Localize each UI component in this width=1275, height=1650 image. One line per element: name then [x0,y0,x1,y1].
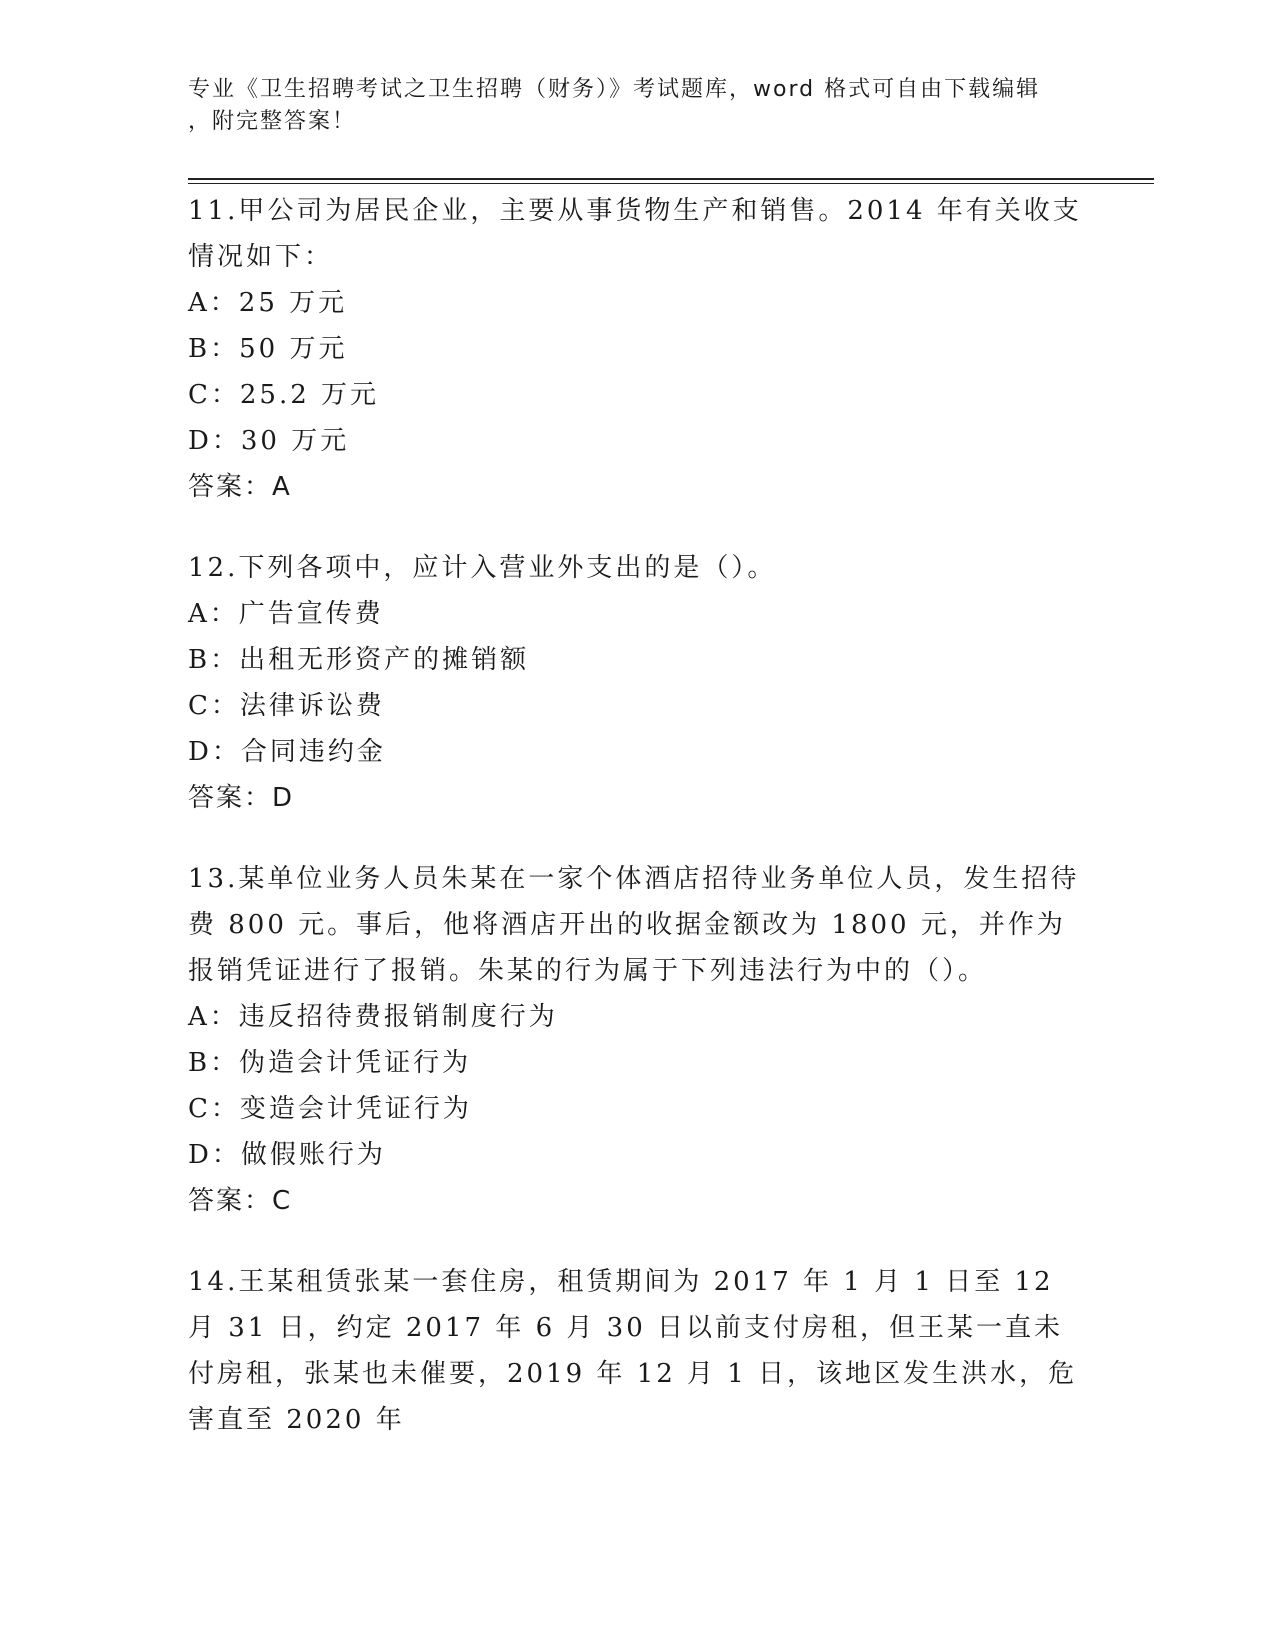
answer: 答案：C [188,1186,293,1216]
question-text: 14.王某租赁张某一套住房，租赁期间为 2017 年 1 月 1 日至 12 月 31 日，约定 2017 年 6 月 30 日以前支付房租，但王某一直未付房租，张某也未催要，2019 年 12 月 1 日，该地区发生洪水，危害直至 2020 年 [188,1267,1078,1435]
header-rule-thick [188,178,1154,180]
answer: 答案：D [188,783,295,813]
option-a: A：广告宣传费 [188,599,384,629]
answer: 答案：A [188,472,292,502]
question-12 [188,545,1088,821]
document-header [188,74,1068,138]
option-b: B：50 万元 [188,334,348,364]
header-line-1: 专业《卫生招聘考试之卫生招聘（财务）》考试题库，word 格式可自由下载编辑 [188,77,1041,102]
question-text: 11.甲公司为居民企业，主要从事货物生产和销售。2014 年有关收支情况如下： [188,196,1082,272]
option-c: C：变造会计凭证行为 [188,1094,472,1124]
option-b: B：出租无形资产的摊销额 [188,645,530,675]
option-d: D：合同违约金 [188,737,386,767]
option-a: A：25 万元 [188,288,348,318]
option-b: B：伪造会计凭证行为 [188,1048,472,1078]
header-line-2: ，附完整答案！ [188,109,357,134]
question-text: 13.某单位业务人员朱某在一家个体酒店招待业务单位人员，发生招待费 800 元。事后，他将酒店开出的收据金额改为 1800 元，并作为报销凭证进行了报销。朱某的行为属于下列违法行为中的（）。 [188,864,1080,986]
question-text: 12.下列各项中，应计入营业外支出的是（）。 [188,553,777,583]
option-d: D：做假账行为 [188,1140,386,1170]
question-14 [188,1259,1088,1443]
option-d: D：30 万元 [188,426,350,456]
question-13 [188,856,1088,1224]
option-c: C：25.2 万元 [188,380,380,410]
option-a: A：违反招待费报销制度行为 [188,1002,558,1032]
header-rule-thin [188,183,1154,184]
question-11 [188,188,1088,510]
option-c: C：法律诉讼费 [188,691,385,721]
question-list [188,188,1088,1478]
